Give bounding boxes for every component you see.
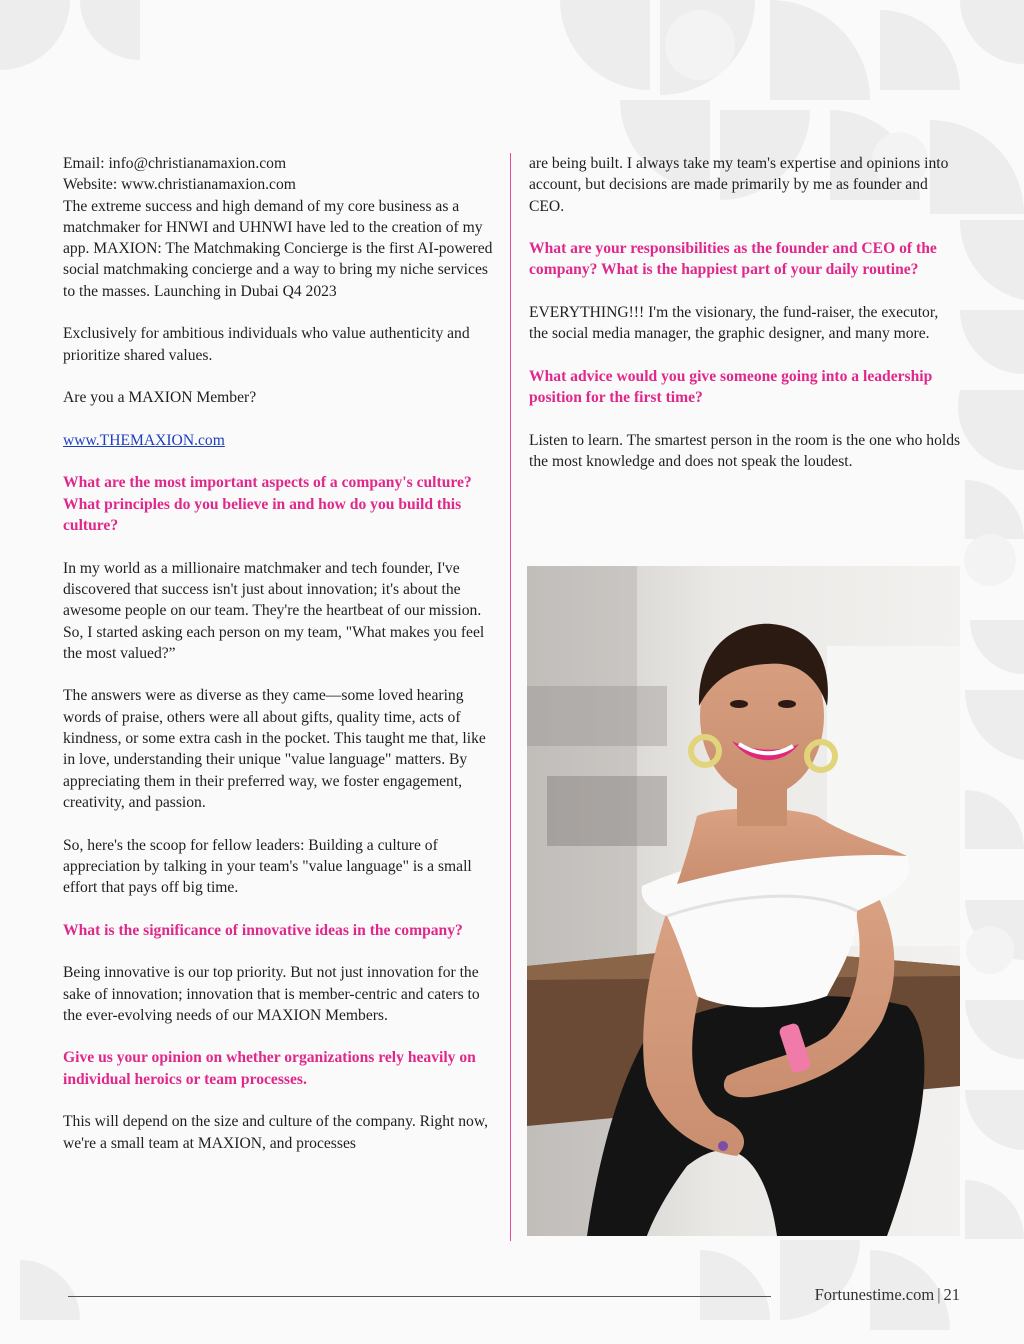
- footer-separator: |: [937, 1285, 941, 1304]
- answer-culture-3: So, here's the scoop for fellow leaders: Building a culture of appreciation by talking in your team's "value language" is a small effort that pays off big time.: [63, 836, 472, 897]
- paragraph-member: Are you a MAXION Member?: [63, 389, 257, 407]
- answer-heroics: This will depend on the size and culture of the company. Right now, we're a small team at MAXION, and processes: [63, 1113, 488, 1152]
- footer-site: Fortunestime.com: [814, 1285, 935, 1304]
- question-innovation: What is the significance of innovative ideas in the company?: [63, 921, 463, 939]
- question-leadership-advice: What advice would you give someone going into a leadership position for the first time?: [529, 367, 933, 407]
- answer-culture-1: In my world as a millionaire matchmaker and tech founder, I've discovered that success isn't just about innovation; it's about the awesome people on our team. They're the heartbeat of our mission. So, I started asking each person on my team, "What makes you feel the most valued?”: [63, 559, 485, 662]
- portrait-photo: [527, 566, 960, 1236]
- answer-culture-2: The answers were as diverse as they came—some loved hearing words of praise, others were all about gifts, quality time, acts of kindness, or some extra cash in the pocket. This taught me that, like in love, understanding their unique "value language" matters. By appreciating them in their preferred way, we foster engagement, creativity, and passion.: [63, 687, 486, 811]
- answer-responsibilities: EVERYTHING!!! I'm the visionary, the fund-raiser, the executor, the social media manager, the graphic designer, and many more.: [529, 304, 939, 343]
- left-column: [63, 153, 495, 1154]
- column-divider: [510, 153, 511, 1241]
- answer-leadership-advice: Listen to learn. The smartest person in the room is the one who holds the most knowledge and does not speak the loudest.: [529, 431, 961, 471]
- right-column: [529, 153, 961, 472]
- maxion-website-link[interactable]: www.THEMAXION.com: [63, 431, 225, 449]
- paragraph-exclusive: Exclusively for ambitious individuals who value authenticity and prioritize shared values.: [63, 325, 470, 364]
- answer-innovation: Being innovative is our top priority. But not just innovation for the sake of innovation; innovation that is member-centric and caters to the ever-evolving needs of our MAXION Members.: [63, 964, 480, 1024]
- question-heroics: Give us your opinion on whether organizations rely heavily on individual heroics or team processes.: [63, 1049, 476, 1088]
- question-responsibilities: What are your responsibilities as the founder and CEO of the company? What is the happiest part of your daily routine?: [529, 240, 937, 279]
- page-number: 21: [943, 1285, 960, 1304]
- question-culture: What are the most important aspects of a company's culture? What principles do you believe in and how do you build this culture?: [63, 474, 472, 535]
- footer: [815, 1285, 960, 1305]
- answer-heroics-continued: are being built. I always take my team's expertise and opinions into account, but decisions are made primarily by me as founder and CEO.: [529, 155, 949, 215]
- footer-rule: [68, 1296, 771, 1297]
- contact-and-intro: Email: info@christianamaxion.com Website: www.christianamaxion.com The extreme success and high demand of my core business as a matchmaker for HNWI and UHNWI have led to the creation of my app. MAXION: The Matchmaking Concierge is the first AI-powered social matchmaking concierge and a way to bring my niche services to the masses. Launching in Dubai Q4 2023: [63, 155, 493, 300]
